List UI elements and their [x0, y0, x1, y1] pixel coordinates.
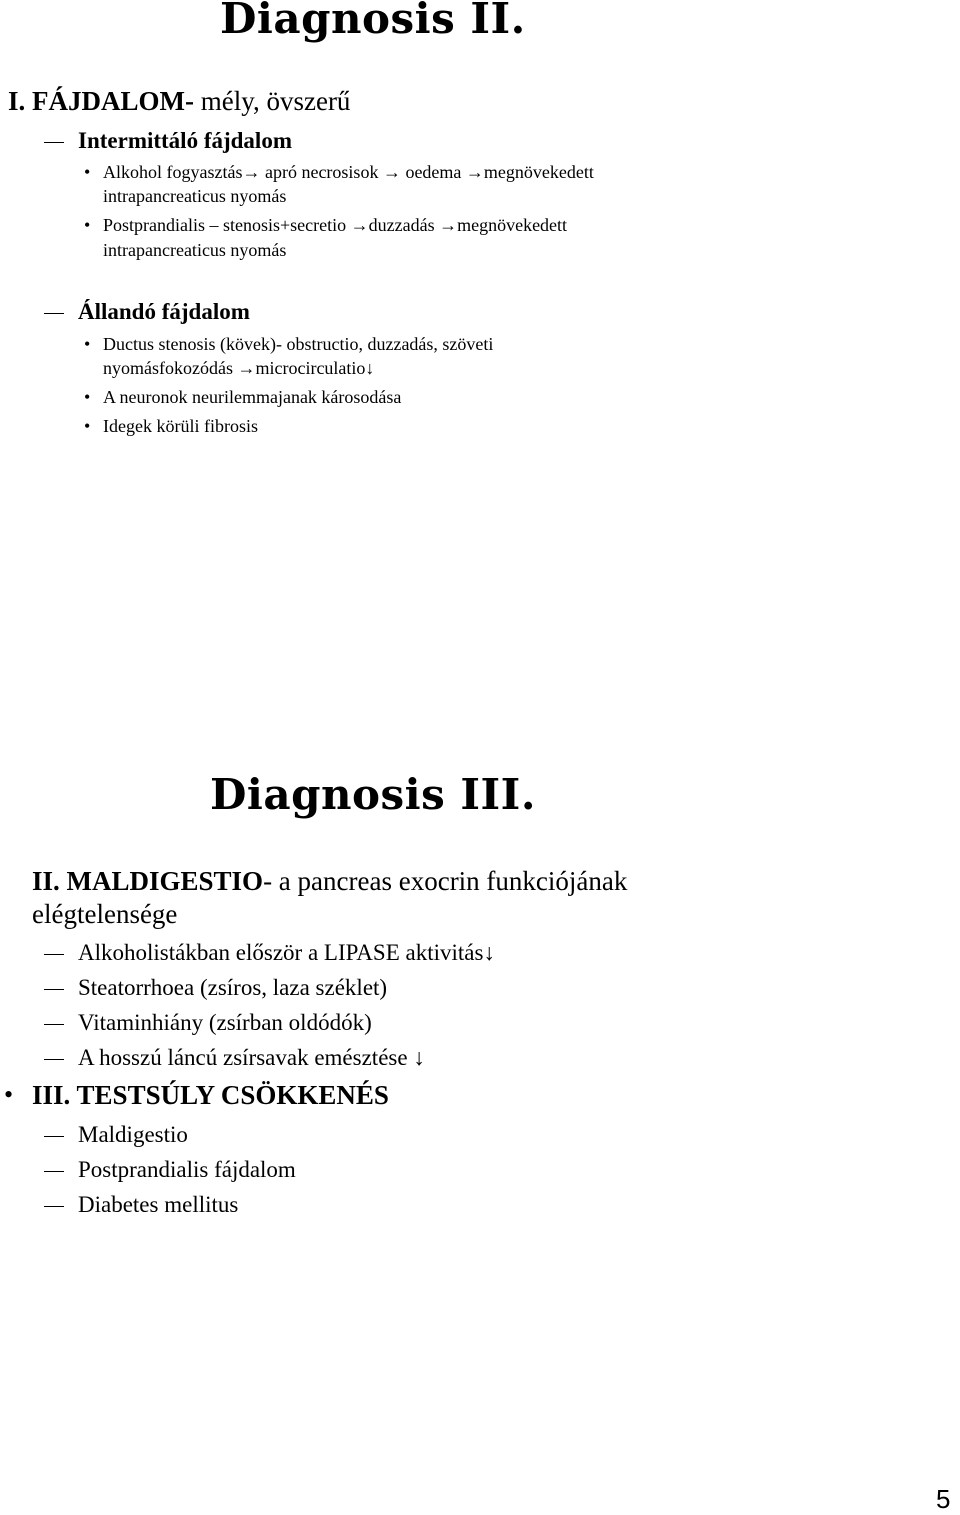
item-text: A hosszú láncú zsírsavak emésztése ↓: [78, 1045, 425, 1070]
dash-marker: [44, 142, 64, 143]
slide1-heading-rest: mély, övszerű: [193, 86, 351, 116]
dash-marker: [44, 1136, 64, 1137]
sub1-bullet1-line1: Alkohol fogyasztás→ apró necrosisok → oedema →megnövekedett: [103, 162, 594, 182]
slide1-title: Diagnosis II.: [220, 0, 526, 43]
dash-marker: [44, 1059, 64, 1060]
slide2-heading-rest: - a pancreas exocrin funkciójának: [263, 866, 628, 896]
slide2-heading3: III. TESTSÚLY CSÖKKENÉS: [32, 1080, 389, 1110]
item-text: Vitaminhiány (zsírban oldódók): [78, 1010, 372, 1035]
dash-marker: [44, 1171, 64, 1172]
bullet-dot: •: [4, 1080, 14, 1109]
item-text: Maldigestio: [78, 1122, 188, 1147]
page-number: 5: [936, 1484, 951, 1514]
slide2-item3: [44, 1192, 238, 1218]
slide2-item: [44, 1010, 372, 1036]
sub2-label: Állandó fájdalom: [78, 299, 250, 324]
sub2-heading: [44, 299, 250, 325]
item-text: Alkoholistákban először a LIPASE aktivitás↓: [78, 940, 495, 965]
sub2-bullet3: Idegek körüli fibrosis: [103, 416, 258, 436]
sub1-bullet2-line2: intrapancreaticus nyomás: [103, 240, 287, 260]
sub2-bullet1-line2: nyomásfokozódás →microcirculatio↓: [103, 358, 375, 378]
slide2-heading-bold: II. MALDIGESTIO: [32, 866, 264, 896]
bullet-dot: •: [84, 416, 91, 436]
item-text: Steatorrhoea (zsíros, laza széklet): [78, 975, 388, 1000]
dash-marker: [44, 989, 64, 990]
slide2-item3: [44, 1122, 188, 1148]
dash-marker: [44, 1024, 64, 1025]
bullet-dot: •: [84, 334, 91, 354]
sub1-label: Intermittáló fájdalom: [78, 128, 292, 153]
sub1-heading: [44, 128, 292, 154]
bullet-dot: •: [84, 387, 91, 407]
slide2-item3: [44, 1157, 296, 1183]
sub2-bullet1-line1: Ductus stenosis (kövek)- obstructio, duzzadás, szöveti: [103, 334, 494, 354]
slide2-heading-line2: elégtelensége: [32, 899, 178, 929]
dash-marker: [44, 954, 64, 955]
slide1-heading: [8, 86, 350, 117]
slide2-title: Diagnosis III.: [210, 770, 536, 819]
dash-marker: [44, 1206, 64, 1207]
item-text: Postprandialis fájdalom: [78, 1157, 296, 1182]
slide2-item: [44, 1045, 425, 1071]
slide2-heading: [32, 866, 627, 897]
sub2-bullet2: A neuronok neurilemmajanak károsodása: [103, 387, 402, 407]
slide1-heading-bold: I. FÁJDALOM-: [8, 86, 194, 116]
bullet-dot: •: [84, 215, 91, 235]
sub1-bullet2-line1: Postprandialis – stenosis+secretio →duzzadás →megnövekedett: [103, 215, 568, 235]
slide2-item: [44, 940, 495, 966]
bullet-dot: •: [84, 162, 91, 182]
dash-marker: [44, 313, 64, 314]
sub1-bullet1-line2: intrapancreaticus nyomás: [103, 186, 287, 206]
item-text: Diabetes mellitus: [78, 1192, 239, 1217]
slide2-item: [44, 975, 387, 1001]
